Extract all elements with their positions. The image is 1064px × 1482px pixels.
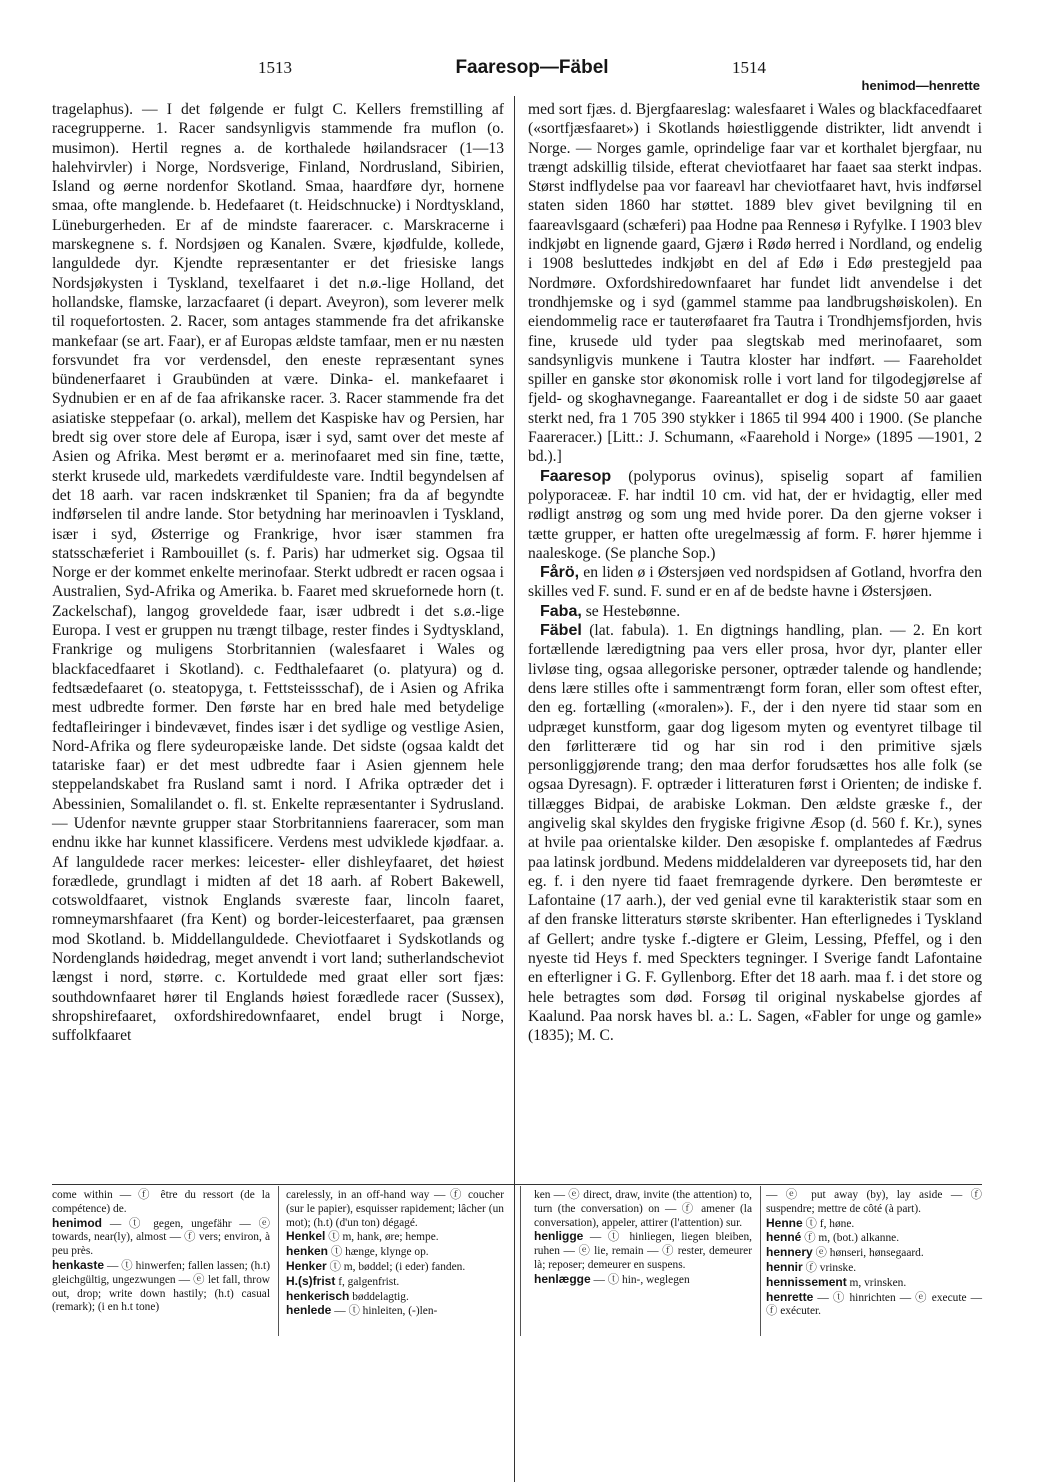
glossary-text: f, galgenfrist.	[335, 1275, 400, 1288]
entry-text: se Hestebønne.	[581, 602, 681, 620]
entry-text: en liden ø i Østersjøen ved nordspidsen af Gotland, hvorfra den skilles ved F. sund. F. sund er en af de bedste havne i Østersjøen.	[528, 564, 982, 601]
entry-faba	[528, 602, 982, 621]
glossary-entry	[766, 1276, 982, 1291]
glossary-text: — ⓣ hinliegen, liegen bleiben, ruhen — ⓔ lie, remain — ⓕ rester, demeurer là; reposer; demeurer en suspens.	[534, 1231, 752, 1271]
glossary-entry	[286, 1245, 504, 1260]
glossary-text: m, vrinsken.	[846, 1276, 907, 1289]
page-number-left: 1513	[258, 58, 292, 77]
entry-headword: Faba,	[540, 602, 582, 620]
glossary-divider	[760, 1186, 761, 1336]
right-column	[528, 100, 982, 1046]
glossary-headword: henken	[286, 1244, 329, 1259]
entry-text: (lat. fabula). 1. En digtnings handling, plan. — 2. En kort fortællende læredigtning paa vers eller prosa, hvor dyr, planter eller livløse ting, ogsaa allegoriske personer, optræder talende og handlende; dens lære stilles ofte i sammentrængt form foran, eller som oftest efter, den eg. fortælling («moralen»). F., der i den nyere tid staar som en udpræget kunstform, gaar dog ligesom myten og eventyret tilbage til den førlitterære tid og har sin rod i den primitive sjæls personliggjørende trang; den maa derfor forudsættes hos alle folk (se ogsaa Dyresagn). F. optræder i litteraturen først i Orienten; de indiske f. tillægges Bidpai, de arabiske Lokman. Den ældste græske f., der angivelig skal skyldes den frygiske frigivne Æsop (d. 560 f. Kr.), synes at hvile paa orientalske kilder. Den æsopiske f. omplantedes af Fædrus paa latinsk jordbund. Medens middelalderen var dyreeposets tid, har den eg. f. i den nyere tid faaet fremragende dyrkere. Den berømteste er Lafontaine (17 aarh.), der ved genial evne til karakteristik staar som en af den franske litteraturs største skribenter. Han efterlignedes i Tyskland af Gellert; andre tyske f.-digtere er Gleim, Lessing, Pfeffel, og i den nyeste tid Heys f. med Speckters tegninger. I Sverige fandt Lafontaine en efterligner i G. F. Gyllenborg. Efter det 18 aarh. maa f. i det store og hele betragtes som død. Forsøg til original nyskabelse gjordes af Kaalund. Paa norsk haves bl. a.: L. Sagen, «Fabler for unge og gamle» (1835); M. C.	[528, 622, 982, 1045]
glossary-text: — ⓣ hinwerfen; fallen lassen; (h.t) gleichgültig, ungezwungen — ⓔ let fall, throw out, drop; write down hastily; (h.t) casual (remark); (i en h.t tone)	[52, 1259, 270, 1314]
glossary-headword: H.(s)frist	[286, 1273, 336, 1288]
glossary-text: — ⓣ hinleiten, (-)len-	[331, 1305, 438, 1318]
glossary-headword: henkerisch	[286, 1288, 350, 1303]
glossary-column	[534, 1189, 752, 1288]
glossary-entry	[52, 1259, 270, 1315]
glossary-entry	[766, 1246, 982, 1261]
glossary-headword: henimod	[52, 1215, 102, 1230]
page-number-right: 1514	[732, 58, 766, 77]
entry-headword: Fårö,	[540, 564, 580, 582]
glossary-text: ⓔ hønseri, hønsegaard.	[812, 1247, 924, 1260]
glossary-entry	[766, 1231, 982, 1246]
glossary-text: ⓣ f, høne.	[802, 1217, 855, 1230]
glossary-text: — ⓣ hinrichten — ⓔ execute — ⓕ exécuter.	[766, 1291, 982, 1318]
glossary-divider	[520, 1186, 521, 1336]
glossary-text: ⓕ vrinske.	[802, 1261, 857, 1274]
glossary-entry	[52, 1217, 270, 1259]
glossary-text: — ⓣ hin-, weglegen	[590, 1273, 690, 1286]
glossary-text: — ⓔ put away (by), lay aside — ⓕ suspendre; mettre de côté (à part).	[766, 1189, 982, 1215]
glossary-headword: hennissement	[766, 1274, 847, 1289]
glossary-entry	[766, 1261, 982, 1276]
glossary-entry	[534, 1189, 752, 1230]
glossary-headword: Henne	[766, 1215, 803, 1230]
glossary-text: carelessly, in an off-hand way — ⓕ coucher (sur le papier), esquisser rapidement; lâcher (un mot); (h.t) (d'un ton) dégagé.	[286, 1189, 504, 1229]
left-column	[52, 100, 504, 1046]
glossary-text: ken — ⓔ direct, draw, invite (the attention) to, turn (the conversation) on — ⓕ amener (la conversation), appeler, attirer (l'attention) sur.	[534, 1189, 752, 1229]
glossary-text: — ⓣ gegen, ungefähr — ⓔ towards, near(ly), almost — ⓕ vers; environ, à peu près.	[52, 1217, 270, 1258]
glossary-entry	[534, 1273, 752, 1288]
glossary-text: come within — ⓕ être du ressort (de la compétence) de.	[52, 1189, 270, 1215]
glossary-entry	[286, 1290, 504, 1305]
glossary-text: ⓣ m, bøddel; (i eder) fanden.	[326, 1260, 466, 1273]
column-divider	[514, 96, 515, 1482]
glossary-text: ⓣ m, hank, øre; hempe.	[325, 1231, 439, 1244]
entry-faaresop	[528, 467, 982, 563]
glossary-entry	[766, 1291, 982, 1320]
entry-fabel	[528, 621, 982, 1046]
page-title: Faaresop—Fäbel	[455, 57, 609, 78]
running-keywords: henimod—henrette	[861, 78, 980, 93]
entry-faro	[528, 563, 982, 602]
glossary-entry	[52, 1189, 270, 1217]
glossary-headword: henné	[766, 1230, 802, 1245]
article-text: med sort fjæs. d. Bjergfaareslag: walesfaaret i Wales og blackfacedfaaret («sortfjæsfaaret») i Skotlands høiestliggende distrikter, lidt anvendt i Norge. — Norges gamle, oprindelige faar var et korthalet bjergfaar, nu trængt adskillig tilside, efterat cheviotfaaret har faaet saa sterkt indpas. Størst indflydelse paa vor faareavl har cheviotfaaret havt, hvis indførsel staten siden 1860 har støttet. 1889 blev givet bevilgning til en faareavlsgaard (schæferi) paa Hodne paa Rennesø i Ryfylke. I 1903 blev indkjøbt en lignende gaard, Gjærø i Rødø herred i Nordland, og endelig i 1908 besluttedes indkjøbt en del af Edø i Edø prestegjeld paa Nordmøre. Oxfordshiredownfaaret har fundet lidt anvendelse i det trondhjemske og i syd (gammel stamme paa landbrugshøiskolen). En eiendommelig race er tauterøfaaret fra Tautra i Trondhjemsfjorden, hvis fine, krusede uld tyder paa slegtskab med merinofaaret, som sandsynligvis munkene i Tautra kloster har indført. — Faareholdet spiller en ganske stor økonomisk rolle i vort land for tilgodegjørelse af fjeld- og skoghavnegange. Faareantallet er dog i de sidste 50 aar gaaet sterkt ned, fra 1 705 390 stykker i 1865 til 994 400 i 1900. (Se planche Faareracer.) [Litt.: J. Schumann, «Faarehold i Norge» (1895 —1901, 2 bd.).]	[528, 101, 982, 466]
entry-headword: Fäbel	[540, 622, 582, 640]
glossary-entry	[286, 1260, 504, 1275]
glossary-column	[52, 1189, 270, 1315]
glossary-entry	[286, 1189, 504, 1230]
glossary-entry	[534, 1230, 752, 1272]
glossary-entry	[766, 1217, 982, 1232]
glossary-text: bøddelagtig.	[349, 1290, 409, 1303]
entry-headword: Faaresop	[540, 467, 612, 485]
glossary-divider	[278, 1186, 279, 1336]
glossary-headword: henligge	[534, 1229, 584, 1244]
glossary-entry	[766, 1189, 982, 1217]
glossary-column	[766, 1189, 982, 1319]
glossary-headword: henkaste	[52, 1257, 105, 1272]
footer-rule	[52, 1184, 982, 1185]
glossary-entry	[286, 1304, 504, 1319]
glossary-headword: hennery	[766, 1245, 813, 1260]
glossary-headword: henrette	[766, 1289, 814, 1304]
glossary-column	[286, 1189, 504, 1319]
entry-text: (polyporus ovinus), spiselig sopart af familien polyporaceæ. F. har indtil 10 cm. vid hat, der er hvidagtig, eller med rødligt anstrøg og som ung med hvide porer. Da den gjerne vokser i tætte grupper, er hatten ofte uregelmæssig af form. F. hører hjemme i naaleskoge. (Se planche Sop.)	[528, 467, 982, 562]
glossary-headword: Henker	[286, 1258, 327, 1273]
glossary-headword: Henkel	[286, 1229, 326, 1244]
glossary-text: ⓕ m, (bot.) alkanne.	[801, 1232, 900, 1245]
article-text: tragelaphus). — I det følgende er fulgt C. Kellers fremstilling af racegrupperne. 1. Racer sandsynligvis stammende fra muflon (o. musimon). Hertil regnes a. de korthalede høilandsracer (1—13 halehvirvler) i Norge, Nordsverige, Finland, Nordrusland, Sibirien, Island og øerne nordenfor Skotland. Smaa, haardføre dyr, hornene smaa, ofte manglende. b. Hedefaaret (t. Heidschnucke) i Nordtyskland, Lüneburgerheden. Er af de mindste faareracer. c. Marskracerne i marskegnene s. f. Nordsjøen og Kanalen. Svære, kjødfulde, kollede, languldede dyr. Kjendte repræsentanter er det friesiske langs Nordsjøkysten i Tyskland, texelfaaret i det n.ø.-lige Holland, det hollandske, flamske, larzacfaaret (i depart. Aveyron), som leverer melk til roquefortosten. 2. Racer, som antages stammende fra det afrikanske mankefaar (se art. Faar), er af Europas ældste tamfaar, men er nu næsten forsvundet fra vor verdensdel, den eneste repræsentant synes bündenerfaaret i Graubünden at være. Dinka- el. mankefaaret i Sydnubien er en af de faa afrikanske racer. 3. Racer stammende fra det asiatiske steppefaar (o. arkal), mellem det Kaspiske hav og Persien, har bredt sig over store dele af Europa, især i syd, samt over det meste af Asien og Afrika. Mest berømt er a. merinofaaret med sin fine, tætte, sterkt krusede uld, markedets værdifuldeste vare. Indtil begyndelsen af det 18 aarh. var racen indskrænket til Spanien; fra da af begyndte indførselen til andre lande. Stor betydning har merinoavlen i Tyskland, især i syd, Østerrige og Frankrige, hvor især stammen fra statsschæferiet i Rambouillet (s. f. Paris) har udmerket sig. Ogsaa til Norge er der kommet enkelte merinofaar. Sterkt udbredt er racen ogsaa i Australien, Syd-Afrika og Amerika. b. Faaret med skruefornede horn (t. Zackelschaf), langog groveldede faar, især udbredt i det s.ø.-lige Europa. I vest er gruppen nu trængt tilbage, rester findes i Sydtyskland, Frankrige og muligens Storbritannien (walesfaaret i Wales og blackfacedfaaret i Skotland). c. Fedthalefaaret (o. platyura) og d. fedtsædefaaret (o. steatopyga, t. Fettsteissschaf), de i Asien og Afrika mest udbredte former. Den første har en bred hale med betydelige fedtafleiringer i bindevævet, findes især i det sydlige og vestlige Asien, Nord-Afrika og flere sydeuropæiske lande. Det sidste (ogsaa kaldt det tatariske faar) er det mest udbredte faar i Asien gjennem hele steppelandskabet fra Rusland samt i nord. I Afrika optræder det i Abessinien, Somalilandet o. fl. st. Enkelte repræsentanter i Sydrusland. — Udenfor nævnte grupper staar Storbritanniens faareracer, som man endnu ikke har kunnet klassificere. Verdens mest udviklede kjødfaar. a. Af languldede racer merkes: leicester- eller dishleyfaaret, det høiest forædlede, grundlagt i midten af det 18 aarh. af Robert Bakewell, cotswoldfaaret, vistnok Englands sværeste faar, lincoln faaret, romneymarshfaaret (fra Kent) og border-leicesterfaaret, paa grænsen mod Skotland. b. Middellanguldede. Cheviotfaaret i Sydskotlands og Nordenglands høidedrag, meget anvendt i vort land; sutherlandscheviot længst i nord, større. c. Kortuldede med graat eller sort fjæs: southdownfaaret hører til Englands høiest forædlede racer (Sussex), shropshirefaaret, oxfordshiredownfaaret, endel brugt i Norge, suffolkfaaret	[52, 101, 504, 1045]
glossary-headword: hennir	[766, 1259, 803, 1274]
glossary-headword: henlede	[286, 1303, 332, 1318]
glossary-text: ⓣ hænge, klynge op.	[328, 1246, 429, 1259]
glossary-headword: henlægge	[534, 1271, 591, 1286]
glossary-entry	[286, 1230, 504, 1245]
glossary-entry	[286, 1275, 504, 1290]
